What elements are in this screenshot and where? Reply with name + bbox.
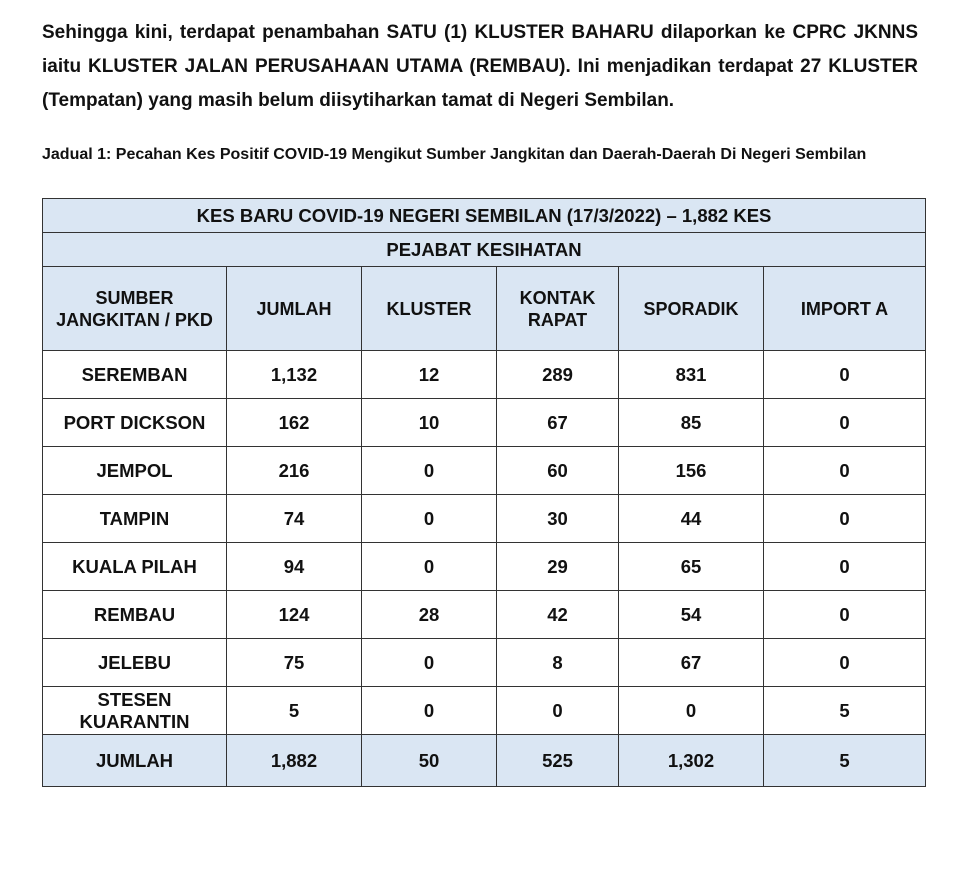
district-cell: REMBAU xyxy=(43,591,227,639)
value-cell: 60 xyxy=(497,447,619,495)
value-cell: 0 xyxy=(362,687,497,735)
value-cell: 0 xyxy=(764,591,926,639)
table-row xyxy=(43,543,926,591)
value-cell: 54 xyxy=(619,591,764,639)
total-row xyxy=(43,735,926,787)
table-row xyxy=(43,591,926,639)
total-cell: 5 xyxy=(764,735,926,787)
value-cell: 0 xyxy=(362,543,497,591)
district-cell: PORT DICKSON xyxy=(43,399,227,447)
table-title-row xyxy=(43,199,926,233)
value-cell: 289 xyxy=(497,351,619,399)
district-cell: JELEBU xyxy=(43,639,227,687)
total-label: JUMLAH xyxy=(43,735,227,787)
column-header: IMPORT A xyxy=(764,267,926,351)
table-subtitle-row xyxy=(43,233,926,267)
total-cell: 50 xyxy=(362,735,497,787)
column-header: KONTAK RAPAT xyxy=(497,267,619,351)
value-cell: 67 xyxy=(619,639,764,687)
value-cell: 28 xyxy=(362,591,497,639)
value-cell: 0 xyxy=(764,495,926,543)
value-cell: 0 xyxy=(362,639,497,687)
value-cell: 30 xyxy=(497,495,619,543)
district-cell: KUALA PILAH xyxy=(43,543,227,591)
value-cell: 0 xyxy=(764,447,926,495)
table-row xyxy=(43,639,926,687)
value-cell: 75 xyxy=(227,639,362,687)
value-cell: 94 xyxy=(227,543,362,591)
total-cell: 1,302 xyxy=(619,735,764,787)
value-cell: 8 xyxy=(497,639,619,687)
value-cell: 29 xyxy=(497,543,619,591)
table-subtitle: PEJABAT KESIHATAN xyxy=(43,233,926,267)
value-cell: 0 xyxy=(764,639,926,687)
value-cell: 1,132 xyxy=(227,351,362,399)
value-cell: 124 xyxy=(227,591,362,639)
table-row xyxy=(43,399,926,447)
value-cell: 65 xyxy=(619,543,764,591)
district-cell: STESEN KUARANTIN xyxy=(43,687,227,735)
column-header-row xyxy=(43,267,926,351)
table-row xyxy=(43,351,926,399)
total-cell: 1,882 xyxy=(227,735,362,787)
value-cell: 831 xyxy=(619,351,764,399)
table-row xyxy=(43,495,926,543)
district-cell: SEREMBAN xyxy=(43,351,227,399)
value-cell: 0 xyxy=(764,543,926,591)
value-cell: 67 xyxy=(497,399,619,447)
column-header: KLUSTER xyxy=(362,267,497,351)
value-cell: 0 xyxy=(619,687,764,735)
value-cell: 216 xyxy=(227,447,362,495)
value-cell: 5 xyxy=(764,687,926,735)
table-row xyxy=(43,687,926,735)
column-header: SPORADIK xyxy=(619,267,764,351)
total-cell: 525 xyxy=(497,735,619,787)
value-cell: 0 xyxy=(764,399,926,447)
value-cell: 0 xyxy=(497,687,619,735)
value-cell: 5 xyxy=(227,687,362,735)
value-cell: 156 xyxy=(619,447,764,495)
value-cell: 10 xyxy=(362,399,497,447)
cases-table xyxy=(42,198,926,787)
value-cell: 162 xyxy=(227,399,362,447)
column-header: JUMLAH xyxy=(227,267,362,351)
value-cell: 85 xyxy=(619,399,764,447)
value-cell: 0 xyxy=(764,351,926,399)
value-cell: 42 xyxy=(497,591,619,639)
table-row xyxy=(43,447,926,495)
table-title: KES BARU COVID-19 NEGERI SEMBILAN (17/3/2022) – 1,882 KES xyxy=(43,199,926,233)
value-cell: 44 xyxy=(619,495,764,543)
column-header: SUMBER JANGKITAN / PKD xyxy=(43,267,227,351)
table-caption: Jadual 1: Pecahan Kes Positif COVID-19 Mengikut Sumber Jangkitan dan Daerah-Daerah Di Negeri Sembilan xyxy=(42,146,867,163)
district-cell: JEMPOL xyxy=(43,447,227,495)
value-cell: 0 xyxy=(362,447,497,495)
value-cell: 12 xyxy=(362,351,497,399)
intro-paragraph: Sehingga kini, terdapat penambahan SATU (1) KLUSTER BAHARU dilaporkan ke CPRC JKNNS iaitu KLUSTER JALAN PERUSAHAAN UTAMA (REMBAU). Ini menjadikan terdapat 27 KLUSTER (Tempatan) yang masih belum diisytiharkan tamat di Negeri Sembilan. xyxy=(42,22,918,111)
value-cell: 0 xyxy=(362,495,497,543)
value-cell: 74 xyxy=(227,495,362,543)
district-cell: TAMPIN xyxy=(43,495,227,543)
